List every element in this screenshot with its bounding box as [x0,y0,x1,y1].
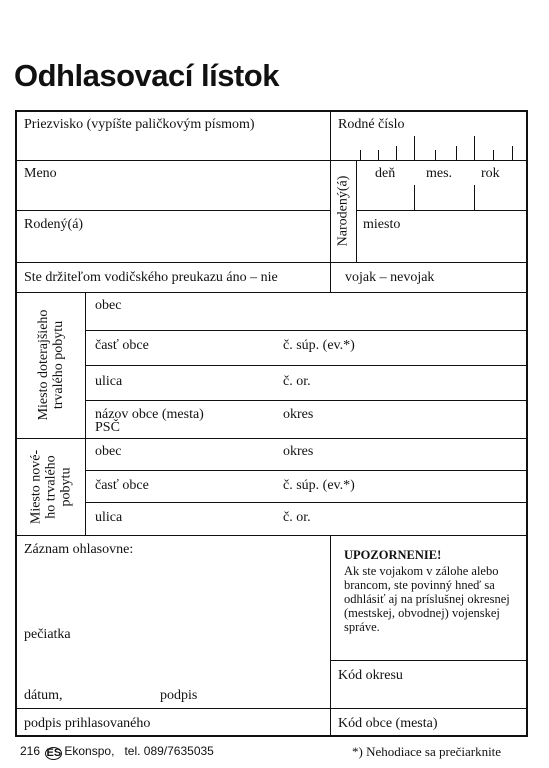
stamp-field[interactable]: pečiatka [24,627,71,642]
digit-tick [493,150,494,160]
registrant-signature-field[interactable]: podpis prihlasovaného [24,716,151,731]
digit-tick [396,146,397,160]
birth-year-field[interactable]: rok [481,166,500,181]
prev-town-name-field[interactable]: názov obce (mesta) [95,407,204,422]
form-title: Odhlasovací lístok [14,58,279,93]
new-street-field[interactable]: ulica [95,510,123,525]
birth-day-field[interactable]: deň [375,166,396,181]
notice-text: Ak ste vojakom v zálohe alebo brancom, ste povinný hneď sa odhlásiť aj na príslušnej okresnej (mestskej, obvodnej) vojenskej správe. [344,564,510,634]
new-municipality-field[interactable]: obec [95,444,122,459]
digit-tick [378,150,379,160]
prev-house-number-field[interactable]: č. súp. (ev.*) [283,338,355,353]
digit-tick [512,146,513,160]
new-house-number-field[interactable]: č. súp. (ev.*) [283,478,355,493]
prev-municipality-field[interactable]: obec [95,298,122,313]
date-field[interactable]: dátum, [24,688,63,703]
digit-tick [456,146,457,160]
first-name-field[interactable]: Meno [24,166,57,181]
digit-tick [435,150,436,160]
notice-title: UPOZORNENIE! [344,548,442,562]
divider [85,400,528,401]
district-code-field[interactable]: Kód okresu [338,668,403,683]
prev-district-part-field[interactable]: časť obce [95,338,149,353]
prev-postcode-field[interactable]: PSČ [95,420,120,435]
divider [15,160,528,161]
birth-number-field[interactable]: Rodné číslo [338,117,405,132]
footer-publisher: 216 ES Ekonspo, tel. 089/7635035 [20,744,214,759]
divider [15,708,528,709]
divider [15,262,528,263]
divider [15,292,528,293]
driving-licence-field[interactable]: Ste držiteľom vodičského preukazu áno – nie [24,270,278,285]
prev-county-field[interactable]: okres [283,407,314,422]
surname-field[interactable]: Priezvisko (vypíšte paličkovým písmom) [24,117,255,132]
date-separator [414,185,415,210]
divider [356,160,357,262]
divider [330,660,528,661]
digit-tick [360,150,361,160]
municipality-code-field[interactable]: Kód obce (mesta) [338,716,438,731]
digit-tick [474,136,475,160]
birth-month-field[interactable]: mes. [426,166,453,181]
maiden-name-field[interactable]: Rodený(á) [24,217,84,232]
birth-place-field[interactable]: miesto [363,217,401,232]
footer-note: *) Nehodiace sa prečiarknite [352,744,502,759]
digit-tick [414,136,415,160]
new-county-field[interactable]: okres [283,444,314,459]
divider [85,292,86,535]
divider [85,330,528,331]
divider [85,470,528,471]
prev-orientation-number-field[interactable]: č. or. [283,374,311,389]
born-label: Narodený(á) [335,175,351,247]
form-frame [15,110,528,737]
divider [15,438,528,439]
previous-residence-label: Miesto doterajšieho trvalého pobytu [36,309,66,421]
date-separator [474,185,475,210]
divider [330,110,331,292]
divider [85,365,528,366]
divider [356,210,528,211]
new-district-part-field[interactable]: časť obce [95,478,149,493]
new-residence-label: Miesto nové- ho trvalého pobytu [28,449,74,525]
divider [85,502,528,503]
registry-record-label: Záznam ohlasovne: [24,542,134,557]
divider [15,210,330,211]
divider [330,535,331,737]
prev-street-field[interactable]: ulica [95,374,123,389]
new-orientation-number-field[interactable]: č. or. [283,510,311,525]
signature-field[interactable]: podpis [160,688,198,703]
divider [15,535,528,536]
publisher-logo-icon: ES [46,747,62,759]
soldier-field[interactable]: vojak – nevojak [345,270,435,285]
